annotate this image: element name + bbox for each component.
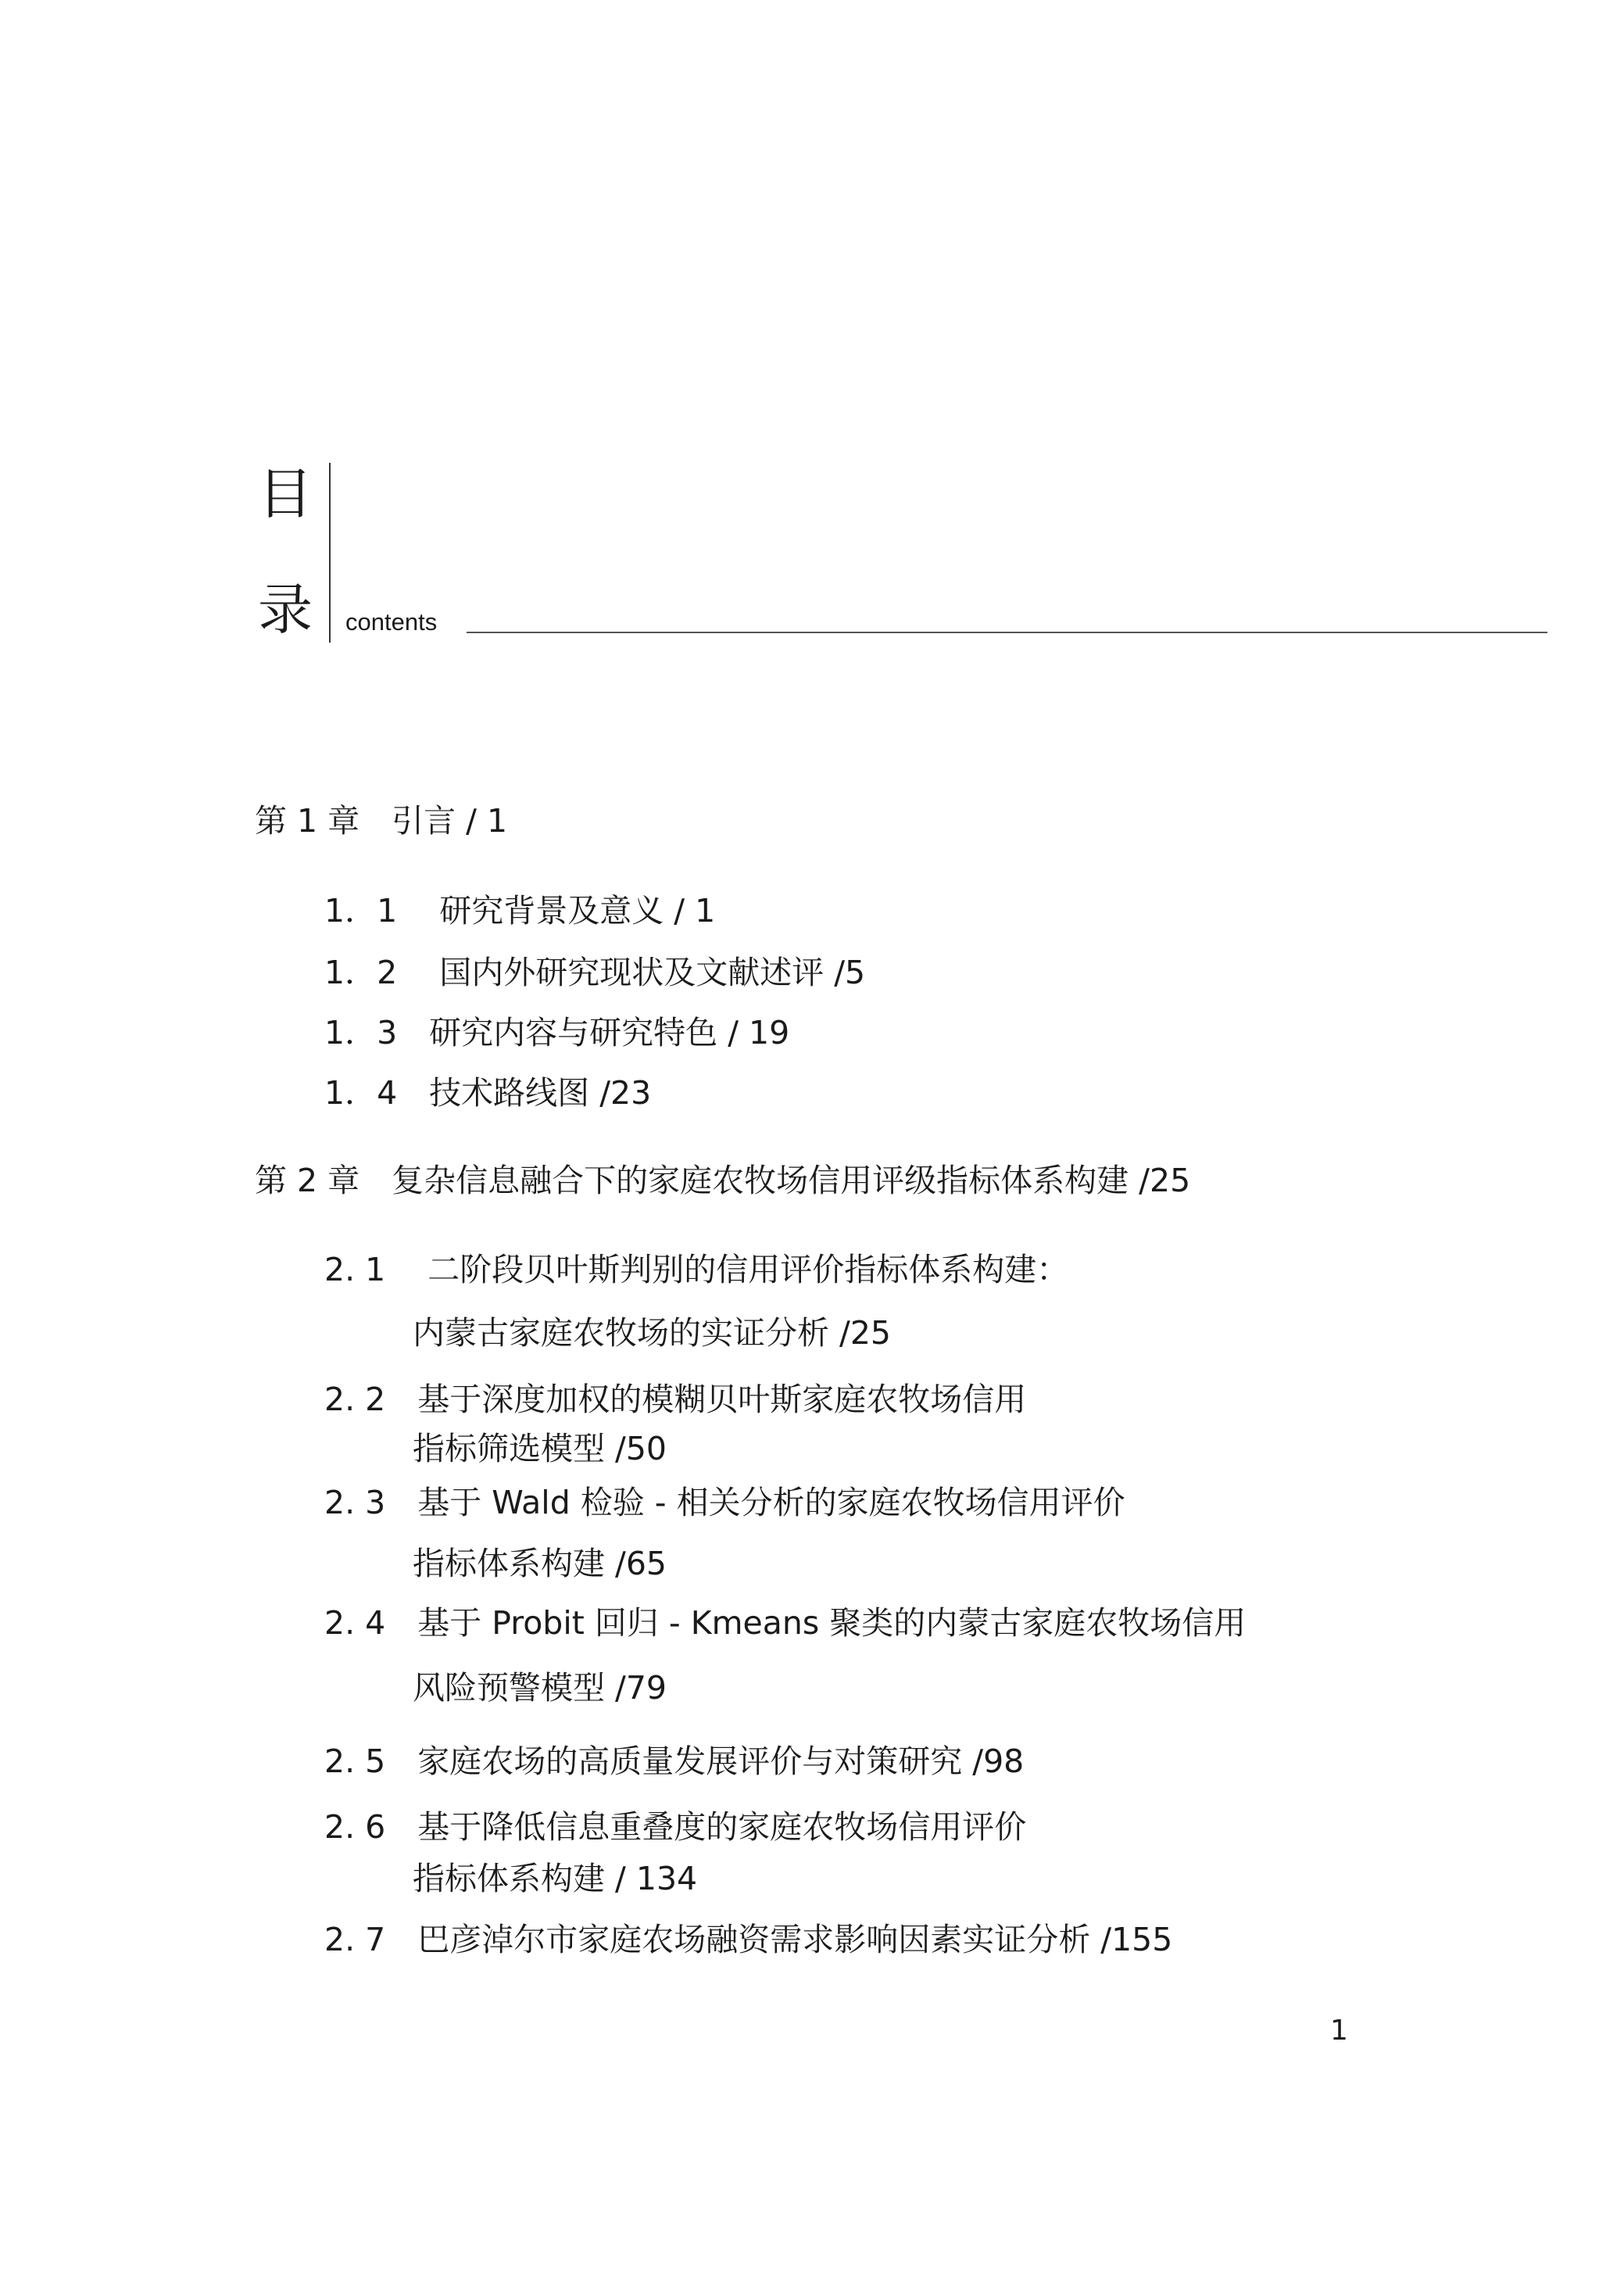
toc-chapter-1[interactable]: 第 1 章 引言 / 1 <box>255 802 508 840</box>
toc-section-2-1-cont[interactable]: 内蒙古家庭农牧场的实证分析 /25 <box>413 1314 892 1352</box>
toc-section-2-6[interactable]: 2. 6 基于降低信息重叠度的家庭农牧场信用评价 <box>324 1808 1027 1846</box>
toc-section-2-7[interactable]: 2. 7 巴彦淖尔市家庭农场融资需求影响因素实证分析 /155 <box>324 1921 1173 1958</box>
title-char-lu: 录 <box>258 578 313 642</box>
toc-section-2-3[interactable]: 2. 3 基于 Wald 检验 - 相关分析的家庭农牧场信用评价 <box>324 1484 1125 1521</box>
title-char-mu: 目 <box>258 462 313 526</box>
toc-section-2-1[interactable]: 2. 1 二阶段贝叶斯判别的信用评价指标体系构建： <box>324 1251 1069 1288</box>
toc-section-1-4[interactable]: 1．4 技术路线图 /23 <box>324 1074 652 1112</box>
toc-section-1-3[interactable]: 1．3 研究内容与研究特色 / 19 <box>324 1014 790 1051</box>
title-horizontal-rule <box>467 632 1547 633</box>
toc-section-1-2[interactable]: 1．2 国内外研究现状及文献述评 /5 <box>324 954 866 991</box>
toc-section-2-5[interactable]: 2. 5 家庭农场的高质量发展评价与对策研究 /98 <box>324 1743 1025 1780</box>
title-subtitle: contents <box>345 608 438 636</box>
toc-section-2-2[interactable]: 2. 2 基于深度加权的模糊贝叶斯家庭农牧场信用 <box>324 1381 1027 1418</box>
toc-section-2-4-cont[interactable]: 风险预警模型 /79 <box>413 1669 667 1707</box>
toc-section-1-1[interactable]: 1．1 研究背景及意义 / 1 <box>324 892 716 930</box>
toc-section-2-4[interactable]: 2. 4 基于 Probit 回归 - Kmeans 聚类的内蒙古家庭农牧场信用 <box>324 1604 1247 1642</box>
toc-section-2-6-cont[interactable]: 指标体系构建 / 134 <box>413 1860 698 1897</box>
toc-chapter-2[interactable]: 第 2 章 复杂信息融合下的家庭农牧场信用评级指标体系构建 /25 <box>255 1162 1191 1199</box>
page-number: 1 <box>1330 2015 1348 2047</box>
toc-section-2-3-cont[interactable]: 指标体系构建 /65 <box>413 1545 667 1582</box>
title-vertical-rule <box>329 463 331 643</box>
toc-section-2-2-cont[interactable]: 指标筛选模型 /50 <box>413 1430 667 1467</box>
